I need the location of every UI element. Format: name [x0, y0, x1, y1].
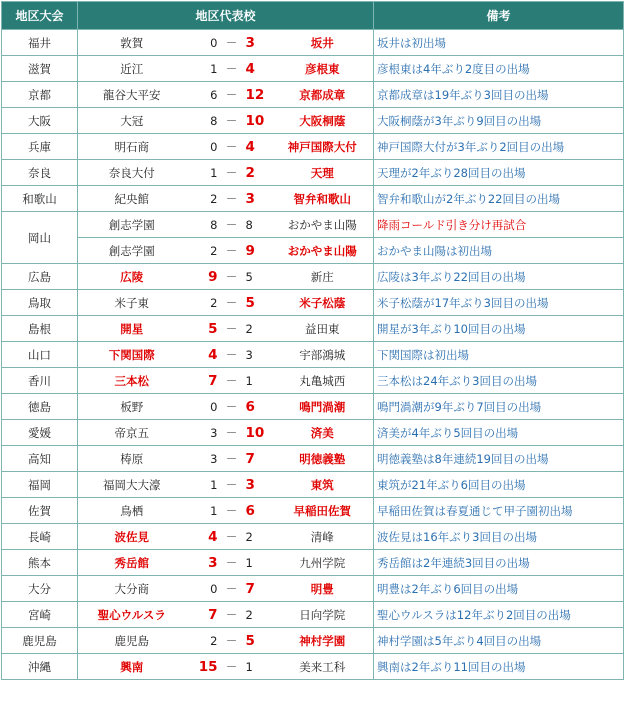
home-score: 7	[186, 368, 224, 394]
away-team: 明徳義塾	[272, 446, 374, 472]
away-team: 天理	[272, 160, 374, 186]
score-dash: －	[224, 446, 240, 472]
region-cell: 福岡	[2, 472, 78, 498]
note-cell: 早稲田佐賀は春夏通じて甲子園初出場	[374, 498, 624, 524]
away-score: 1	[240, 654, 272, 680]
away-score: 6	[240, 498, 272, 524]
away-team: 米子松蔭	[272, 290, 374, 316]
table-row	[2, 186, 624, 212]
home-score: 3	[186, 446, 224, 472]
home-score: 4	[186, 342, 224, 368]
home-team: 鹿児島	[78, 628, 186, 654]
region-cell: 奈良	[2, 160, 78, 186]
table-row	[2, 446, 624, 472]
note-cell: 坂井は初出場	[374, 30, 624, 56]
away-score: 5	[240, 628, 272, 654]
score-dash: －	[224, 186, 240, 212]
region-cell: 沖縄	[2, 654, 78, 680]
away-score: 1	[240, 368, 272, 394]
score-dash: －	[224, 472, 240, 498]
score-dash: －	[224, 82, 240, 108]
note-cell: おかやま山陽は初出場	[374, 238, 624, 264]
away-team: 神戸国際大付	[272, 134, 374, 160]
away-team: 鳴門渦潮	[272, 394, 374, 420]
note-cell: 三本松は24年ぶり3回目の出場	[374, 368, 624, 394]
home-team: 米子東	[78, 290, 186, 316]
region-cell: 香川	[2, 368, 78, 394]
region-cell: 広島	[2, 264, 78, 290]
home-score: 1	[186, 472, 224, 498]
table-row	[2, 550, 624, 576]
home-score: 8	[186, 108, 224, 134]
region-cell: 山口	[2, 342, 78, 368]
home-team: 興南	[78, 654, 186, 680]
home-score: 0	[186, 134, 224, 160]
home-team: 開星	[78, 316, 186, 342]
away-score: 10	[240, 420, 272, 446]
table-row	[2, 602, 624, 628]
table-row	[2, 316, 624, 342]
away-score: 3	[240, 186, 272, 212]
away-team: 早稲田佐賀	[272, 498, 374, 524]
home-team: 紀央館	[78, 186, 186, 212]
note-cell: 開星が3年ぶり10回目の出場	[374, 316, 624, 342]
table-row	[2, 30, 624, 56]
away-score: 7	[240, 446, 272, 472]
away-team: 宇部鴻城	[272, 342, 374, 368]
away-team: 九州学院	[272, 550, 374, 576]
away-team: 神村学園	[272, 628, 374, 654]
home-team: 秀岳館	[78, 550, 186, 576]
score-dash: －	[224, 238, 240, 264]
header-note: 備考	[374, 2, 624, 30]
home-score: 1	[186, 498, 224, 524]
away-score: 5	[240, 290, 272, 316]
score-dash: －	[224, 290, 240, 316]
region-cell: 高知	[2, 446, 78, 472]
table-row	[2, 368, 624, 394]
home-team: 板野	[78, 394, 186, 420]
score-dash: －	[224, 420, 240, 446]
home-score: 0	[186, 394, 224, 420]
away-team: 智弁和歌山	[272, 186, 374, 212]
table-header-row	[2, 2, 624, 30]
away-team: 益田東	[272, 316, 374, 342]
home-score: 0	[186, 30, 224, 56]
region-cell: 福井	[2, 30, 78, 56]
region-cell: 岡山	[2, 212, 78, 264]
note-cell: 東筑が21年ぶり6回目の出場	[374, 472, 624, 498]
away-team: 坂井	[272, 30, 374, 56]
score-dash: －	[224, 628, 240, 654]
away-score: 1	[240, 550, 272, 576]
note-cell: 明徳義塾は8年連続19回目の出場	[374, 446, 624, 472]
note-cell: 興南は2年ぶり11回目の出場	[374, 654, 624, 680]
score-dash: －	[224, 134, 240, 160]
table-row	[2, 264, 624, 290]
away-score: 4	[240, 56, 272, 82]
region-cell: 長崎	[2, 524, 78, 550]
note-cell: 彦根東は4年ぶり2度目の出場	[374, 56, 624, 82]
score-dash: －	[224, 212, 240, 238]
table-row	[2, 472, 624, 498]
table-row	[2, 108, 624, 134]
table-row	[2, 56, 624, 82]
home-team: 奈良大付	[78, 160, 186, 186]
score-dash: －	[224, 108, 240, 134]
note-cell: 智弁和歌山が2年ぶり22回目の出場	[374, 186, 624, 212]
note-cell: 降雨コールド引き分け再試合	[374, 212, 624, 238]
table-row	[2, 498, 624, 524]
score-dash: －	[224, 550, 240, 576]
away-score: 4	[240, 134, 272, 160]
home-score: 0	[186, 576, 224, 602]
away-score: 3	[240, 342, 272, 368]
results-table	[1, 1, 624, 680]
score-dash: －	[224, 342, 240, 368]
region-cell: 愛媛	[2, 420, 78, 446]
table-row	[2, 394, 624, 420]
table-row	[2, 160, 624, 186]
away-team: おかやま山陽	[272, 212, 374, 238]
away-team: 明豊	[272, 576, 374, 602]
region-cell: 滋賀	[2, 56, 78, 82]
region-cell: 鳥取	[2, 290, 78, 316]
away-team: 丸亀城西	[272, 368, 374, 394]
region-cell: 大阪	[2, 108, 78, 134]
table-row	[2, 420, 624, 446]
home-score: 2	[186, 186, 224, 212]
note-cell: 聖心ウルスラは12年ぶり2回目の出場	[374, 602, 624, 628]
table-row	[2, 628, 624, 654]
note-cell: 神村学園は5年ぶり4回目の出場	[374, 628, 624, 654]
home-team: 創志学園	[78, 238, 186, 264]
away-score: 12	[240, 82, 272, 108]
home-team: 帝京五	[78, 420, 186, 446]
away-score: 3	[240, 30, 272, 56]
region-cell: 京都	[2, 82, 78, 108]
region-cell: 徳島	[2, 394, 78, 420]
away-team: 新庄	[272, 264, 374, 290]
home-score: 2	[186, 290, 224, 316]
away-team: 東筑	[272, 472, 374, 498]
home-score: 7	[186, 602, 224, 628]
note-cell: 天理が2年ぶり28回目の出場	[374, 160, 624, 186]
home-team: 近江	[78, 56, 186, 82]
home-team: 敦賀	[78, 30, 186, 56]
score-dash: －	[224, 56, 240, 82]
note-cell: 大阪桐蔭が3年ぶり9回目の出場	[374, 108, 624, 134]
table-row	[2, 290, 624, 316]
away-score: 10	[240, 108, 272, 134]
away-score: 7	[240, 576, 272, 602]
away-score: 2	[240, 316, 272, 342]
header-region: 地区大会	[2, 2, 78, 30]
away-team: おかやま山陽	[272, 238, 374, 264]
home-team: 龍谷大平安	[78, 82, 186, 108]
table-row	[2, 82, 624, 108]
note-cell: 京都成章は19年ぶり3回目の出場	[374, 82, 624, 108]
home-score: 2	[186, 628, 224, 654]
home-team: 大分商	[78, 576, 186, 602]
score-dash: －	[224, 602, 240, 628]
away-score: 9	[240, 238, 272, 264]
table-row	[2, 654, 624, 680]
region-cell: 兵庫	[2, 134, 78, 160]
region-cell: 熊本	[2, 550, 78, 576]
region-cell: 大分	[2, 576, 78, 602]
home-score: 6	[186, 82, 224, 108]
note-cell: 鳴門渦潮が9年ぶり7回目の出場	[374, 394, 624, 420]
away-score: 5	[240, 264, 272, 290]
score-dash: －	[224, 654, 240, 680]
home-team: 聖心ウルスラ	[78, 602, 186, 628]
note-cell: 神戸国際大付が3年ぶり2回目の出場	[374, 134, 624, 160]
away-score: 3	[240, 472, 272, 498]
note-cell: 波佐見は16年ぶり3回目の出場	[374, 524, 624, 550]
away-team: 京都成章	[272, 82, 374, 108]
region-cell: 宮崎	[2, 602, 78, 628]
home-team: 福岡大大濠	[78, 472, 186, 498]
home-score: 4	[186, 524, 224, 550]
away-team: 日向学院	[272, 602, 374, 628]
score-dash: －	[224, 316, 240, 342]
note-cell: 明豊は2年ぶり6回目の出場	[374, 576, 624, 602]
home-team: 鳥栖	[78, 498, 186, 524]
region-cell: 佐賀	[2, 498, 78, 524]
table-row	[2, 134, 624, 160]
score-dash: －	[224, 30, 240, 56]
home-score: 3	[186, 420, 224, 446]
home-score: 3	[186, 550, 224, 576]
home-score: 8	[186, 212, 224, 238]
note-cell: 済美が4年ぶり5回目の出場	[374, 420, 624, 446]
table-row	[2, 524, 624, 550]
away-score: 6	[240, 394, 272, 420]
home-team: 明石商	[78, 134, 186, 160]
score-dash: －	[224, 264, 240, 290]
note-cell: 秀岳館は2年連続3回目の出場	[374, 550, 624, 576]
table-row	[2, 342, 624, 368]
score-dash: －	[224, 394, 240, 420]
away-team: 大阪桐蔭	[272, 108, 374, 134]
score-dash: －	[224, 524, 240, 550]
home-team: 三本松	[78, 368, 186, 394]
table-body	[2, 30, 624, 680]
note-cell: 米子松蔭が17年ぶり3回目の出場	[374, 290, 624, 316]
away-team: 済美	[272, 420, 374, 446]
table-row	[2, 238, 624, 264]
away-score: 2	[240, 160, 272, 186]
home-team: 波佐見	[78, 524, 186, 550]
score-dash: －	[224, 368, 240, 394]
home-team: 梼原	[78, 446, 186, 472]
home-score: 15	[186, 654, 224, 680]
note-cell: 下関国際は初出場	[374, 342, 624, 368]
home-score: 1	[186, 56, 224, 82]
away-team: 彦根東	[272, 56, 374, 82]
home-score: 5	[186, 316, 224, 342]
home-score: 2	[186, 238, 224, 264]
home-team: 下関国際	[78, 342, 186, 368]
home-team: 広陵	[78, 264, 186, 290]
score-dash: －	[224, 576, 240, 602]
region-cell: 和歌山	[2, 186, 78, 212]
away-score: 8	[240, 212, 272, 238]
score-dash: －	[224, 498, 240, 524]
away-team: 清峰	[272, 524, 374, 550]
away-score: 2	[240, 524, 272, 550]
region-cell: 鹿児島	[2, 628, 78, 654]
table-row	[2, 212, 624, 238]
home-score: 1	[186, 160, 224, 186]
home-score: 9	[186, 264, 224, 290]
home-team: 大冠	[78, 108, 186, 134]
header-representatives: 地区代表校	[78, 2, 374, 30]
away-score: 2	[240, 602, 272, 628]
table-row	[2, 576, 624, 602]
region-cell: 島根	[2, 316, 78, 342]
score-dash: －	[224, 160, 240, 186]
note-cell: 広陵は3年ぶり22回目の出場	[374, 264, 624, 290]
home-team: 創志学園	[78, 212, 186, 238]
away-team: 美来工科	[272, 654, 374, 680]
